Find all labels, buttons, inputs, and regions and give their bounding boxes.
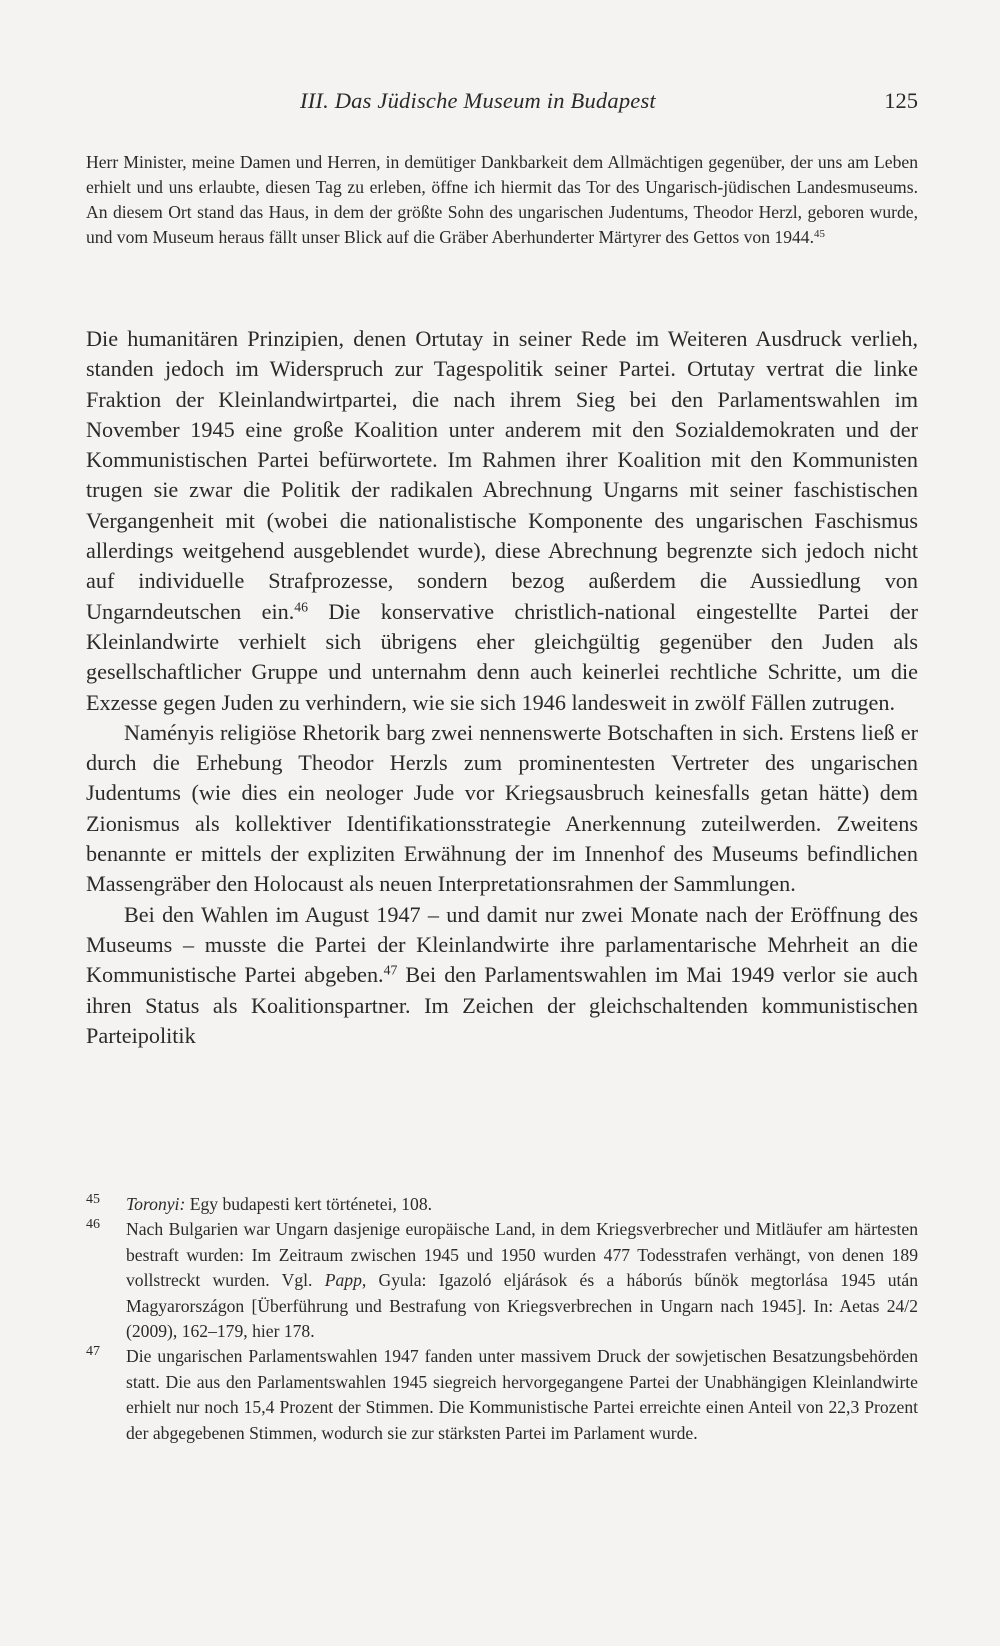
footnote-46 — [86, 1217, 918, 1344]
footnote-ref-45[interactable]: 45 — [814, 228, 825, 240]
footnote-number: 47 — [86, 1344, 100, 1360]
footnotes — [86, 1192, 918, 1446]
page-number: 125 — [884, 88, 918, 113]
footnote-text: Egy budapesti kert történetei, 108. — [185, 1194, 433, 1214]
footnote-number: 45 — [86, 1192, 100, 1207]
footnote-45 — [86, 1192, 918, 1217]
paragraph-1-part-a: Die humanitären Prinzipien, denen Ortutay in seiner Rede im Weiteren Ausdruck verlieh, standen jedoch im Widerspruch zur Tagespolitik seiner Partei. Ortutay vertrat die linke Fraktion der Kleinlandwirtpartei, die nach ihrem Sieg bei den Parlamentswahlen im November 1945 eine große Koalition unter anderem mit den Sozialdemokraten und der Kommunistischen Partei befürwortete. Im Rahmen ihrer Koalition mit den Kommunisten trugen sie zwar die Politik der radikalen Abrechnung Ungarns mit seiner faschistischen Vergangenheit mit (wobei die nationalistische Komponente des ungarischen Faschismus allerdings weitgehend ausgeblendet wurde), diese Abrechnung begrenzte sich jedoch nicht auf individuelle Strafprozesse, sondern bezog außerdem die Aussiedlung von Ungarndeutschen ein. — [86, 326, 918, 624]
footnote-text: Die ungarischen Parlamentswahlen 1947 fanden unter massivem Druck der sowjetischen Besatzungsbehörden statt. Die aus den Parlamentswahlen 1945 siegreich hervorgegangene Partei der Unabhängigen Kleinlandwirte erhielt nur noch 15,4 Prozent der Stimmen. Die Kommunistische Partei erreichte einen Anteil von 22,3 Prozent der abgegebenen Stimmen, wodurch sie zur stärksten Partei im Parlament wurde. — [126, 1346, 918, 1443]
paragraph-3-part-b: Bei den Parlamentswahlen im Mai 1949 verlor sie auch ihren Status als Koalitionspartner. Im Zeichen der gleichschaltenden kommunistischen Parteipolitik — [86, 962, 918, 1048]
running-head-title: III. Das Jüdische Museum in Budapest — [300, 88, 656, 113]
footnote-text-a: Nach Bulgarien war Ungarn dasjenige europäische Land, in dem Kriegsverbrecher und Mitläufer am härtesten bestraft wurden: Im Zeitraum zwischen 1945 und 1950 wurden 477 Todesstrafen verhängt, von denen 189 vollstreckt wurden. Vgl. — [126, 1219, 918, 1291]
paragraph-3-part-a: Bei den Wahlen im August 1947 – und damit nur zwei Monate nach der Eröffnung des Museums – musste die Partei der Kleinlandwirte ihre parlamentarische Mehrheit an die Kommunistische Partei abgeben. — [86, 901, 918, 988]
footnote-ref-47[interactable]: 47 — [383, 962, 398, 978]
paragraph-1 — [86, 324, 918, 718]
block-quote-text: Herr Minister, meine Damen und Herren, in demütiger Dankbarkeit dem Allmächtigen gegenüber, der uns am Leben erhielt und uns erlaubte, diesen Tag zu erleben, öffne ich hiermit das Tor des Ungarisch-jüdischen Landesmuseums. An diesem Ort stand das Haus, in dem der größte Sohn des ungarischen Judentums, Theodor Herzl, geboren wurde, und vom Museum heraus fällt unser Blick auf die Gräber Aberhunderter Märtyrer des Gettos von 1944. — [86, 152, 918, 247]
body-text — [86, 324, 918, 1051]
footnote-number: 46 — [86, 1217, 100, 1233]
running-head — [86, 88, 918, 124]
footnote-author: Toronyi: — [126, 1194, 186, 1214]
footnote-ref-46[interactable]: 46 — [294, 599, 309, 615]
footnote-author: Papp, — [324, 1270, 367, 1291]
footnote-text-b: Gyula: Igazoló eljárások és a háborús bűnök megtorlása 1945 után Magyarországon [Überführung und Bestrafung von Kriegsverbrechen in Ungarn nach 1945]. In: Aetas 24/2 (2009), 162–179, hier 178. — [126, 1270, 918, 1342]
footnote-47 — [86, 1344, 918, 1446]
paragraph-1-part-b: Die konservative christlich-national eingestellte Partei der Kleinlandwirte verhielt sich übrigens eher gleichgültig gegenüber den Juden als gesellschaftlicher Gruppe und unternahm denn auch keinerlei rechtliche Schritte, um die Exzesse gegen Juden zu verhindern, wie sie sich 1946 landesweit in zwölf Fällen zutrugen. — [86, 598, 918, 715]
paragraph-3 — [86, 900, 918, 1051]
paragraph-2: Naményis religiöse Rhetorik barg zwei nennenswerte Botschaften in sich. Erstens ließ er durch die Erhebung Theodor Herzls zum prominentesten Vertreter des ungarischen Judentums (wie dies ein neologer Jude vor Kriegsausbruch keinesfalls getan hätte) dem Zionismus als kollektiver Identifikationsstrategie Anerkennung zuteilwerden. Zweitens benannte er mittels der expliziten Erwähnung der im Innenhof des Museums befindlichen Massengräber den Holocaust als neuen Interpretationsrahmen der Sammlungen. — [86, 719, 918, 897]
block-quote — [86, 150, 918, 250]
